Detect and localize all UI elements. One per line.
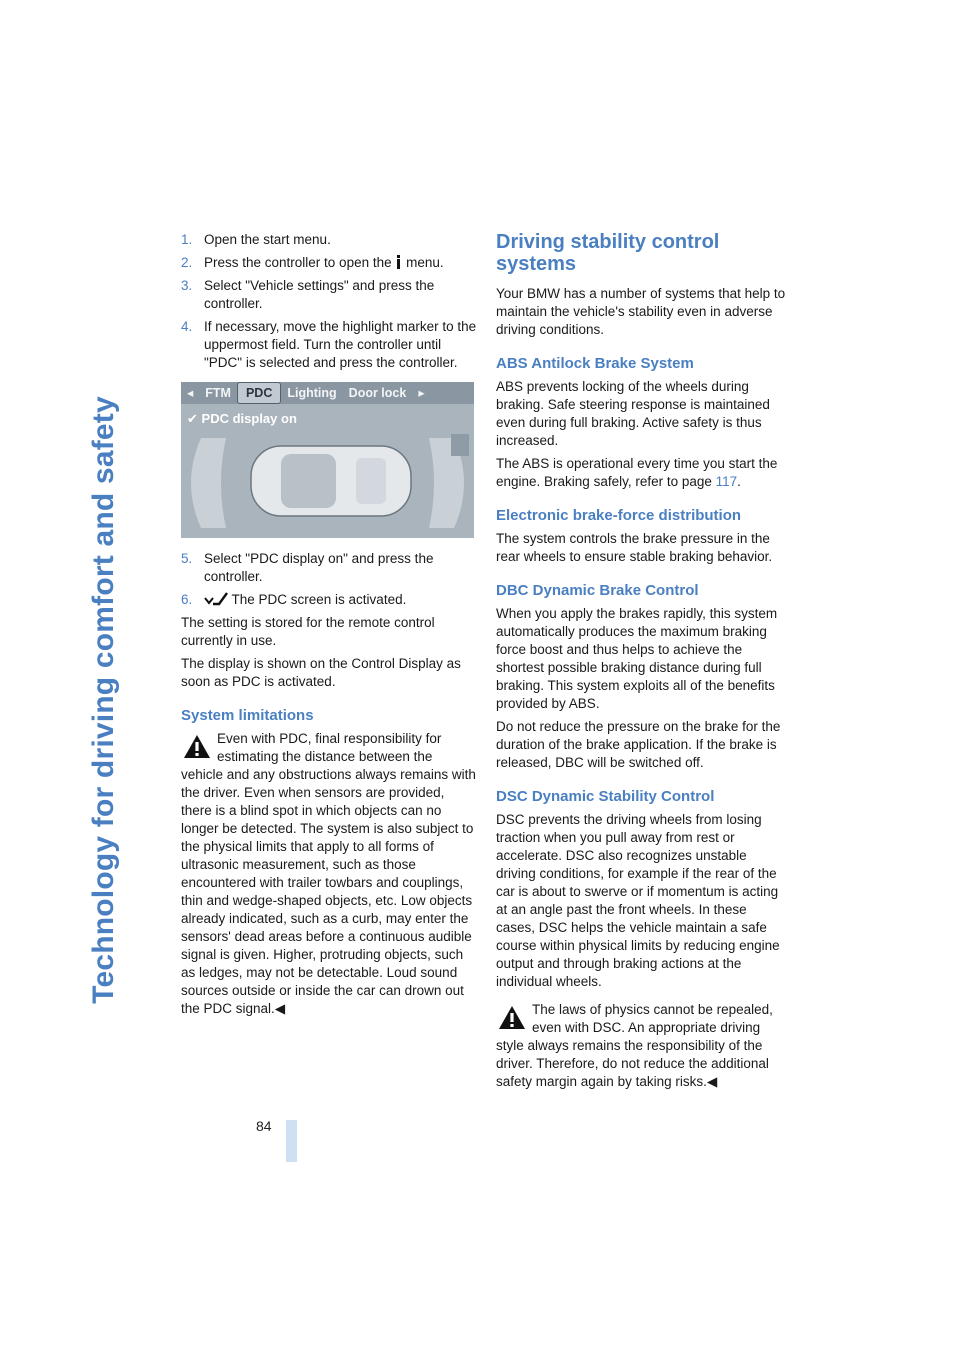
section-heading-dsc: DSC Dynamic Stability Control [496,788,715,805]
paragraph: Your BMW has a number of systems that help to maintain the vehicle's stability even in adverse driving conditions. [496,286,786,337]
screen-arrow-left-icon: ◂ [187,386,194,400]
section-heading-dbc: DBC Dynamic Brake Control [496,582,699,599]
warning-triangle-icon [183,734,211,759]
warning-note: The laws of physics cannot be repealed, even with DSC. An appropriate driving style always remains the responsibility of the driver. Therefore, do not reduce the additional safety margin again by taking risks.◀ [496,1002,773,1089]
left-column [181,231,477,1018]
paragraph: ABS prevents locking of the wheels during braking. Safe steering response is maintained even during full braking. Active safety is thus increased. [496,379,770,448]
page-marker-bar [286,1120,297,1162]
checkmark-icon [204,592,228,606]
steps-list-a [181,231,477,372]
screen-arrow-right-icon: ▸ [418,386,425,400]
warning-triangle-icon [498,1005,526,1030]
section-heading-system-limitations: System limitations [181,707,314,724]
paragraph: The display is shown on the Control Display as soon as PDC is activated. [181,656,461,689]
screen-menu-item: FTM [205,386,231,400]
screen-menu-item: Lighting [287,386,337,400]
paragraph: The setting is stored for the remote control currently in use. [181,615,435,648]
page-number: 84 [256,1118,272,1134]
warning-note: Even with PDC, final responsibility for estimating the distance between the vehicle and any obstructions always remains with the driver. Even when sensors are provided, there is a blind spot in which objects can no longer be detected. The system is also subject to the physical limits that apply to all forms of ultrasonic measurement, such as those encountered with trailer towbars and couplings, thin and wedge-shaped objects, etc. Low objects already indicated, such as a curb, may enter the sensors' dead areas before a continuous audible signal is given. Higher, protruding objects, such as ledges, may not be detectable. Loud sound sources outside or inside the car can drown out the PDC signal.◀ [181,731,476,1016]
page-link[interactable]: 117 [715,474,738,489]
section-heading-ebd: Electronic brake-force distribution [496,507,742,524]
screen-menu-item: Door lock [348,386,407,400]
paragraph: The ABS is operational every time you start the engine. Braking safely, refer to page 117. [496,456,778,489]
list-item: 1. Open the start menu. [181,232,331,247]
paragraph: The system controls the brake pressure in the rear wheels to ensure stable braking behavior. [496,531,773,564]
list-item: 3. Select "Vehicle settings" and press the controller. [181,278,435,311]
section-heading-abs: ABS Antilock Brake System [496,355,694,372]
steps-list-b [181,550,477,609]
right-column [496,231,788,1091]
paragraph: When you apply the brakes rapidly, this system automatically produces the maximum braking force boost and thus helps to achieve the shortest possible braking distance during full braking. This system exploits all of the benefits provided by ABS. [496,606,778,711]
pdc-screen-image [181,382,474,538]
chapter-side-title: Technology for driving comfort and safety [87,396,120,1004]
list-item: 2. Press the controller to open the menu. [181,255,444,270]
section-heading-stability: Driving stability control systems [496,231,720,275]
paragraph: Do not reduce the pressure on the brake for the duration of the brake application. If the brake is released, DBC will be switched off. [496,719,781,770]
screen-menu-item-selected: PDC [237,382,281,404]
paragraph: DSC prevents the driving wheels from losing traction when you pull away from rest or accelerate. DSC also recognizes unstable driving conditions, for example if the rear of the car is about to swerve or if momentum is acting at an angle past the front wheels. In these cases, DSC helps the vehicle maintain a safe course within physical limits by reducing engine output and through braking actions at the individual wheels. [496,812,780,989]
checkmark-icon: ✔ [187,411,198,426]
list-item: 4. If necessary, move the highlight marker to the uppermost field. Turn the controller until "PDC" is selected and press the controller. [181,319,477,370]
screen-status-line: ✔ PDC display on [187,411,297,426]
screen-menu-bar [181,382,474,404]
list-item: 5. Select "PDC display on" and press the controller. [181,551,434,584]
list-item: 6. The PDC screen is activated. [181,592,407,607]
car-top-view-icon [181,428,474,538]
